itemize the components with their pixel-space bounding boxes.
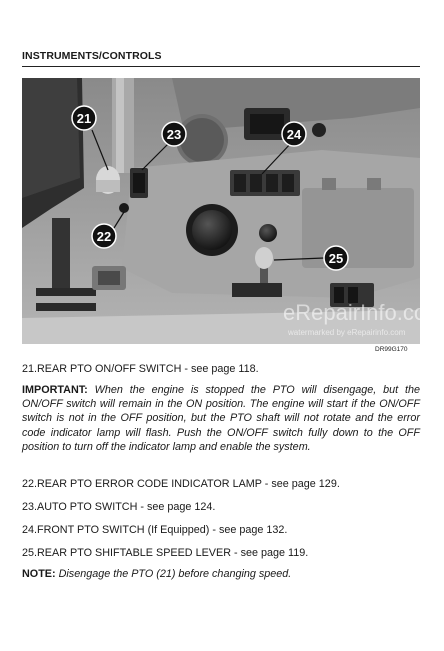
- callout-24: [282, 122, 306, 146]
- watermark-small: watermarked by eRepairinfo.com: [288, 328, 406, 337]
- important-label: IMPORTANT:: [22, 384, 88, 396]
- watermark: eRepairInfo.com: [283, 300, 444, 325]
- callout-22: [92, 224, 116, 248]
- svg-text:23: 23: [166, 127, 182, 142]
- important-note: [22, 383, 420, 454]
- svg-text:25: 25: [328, 251, 344, 266]
- item-25: 25.REAR PTO SHIFTABLE SPEED LEVER - see page 119.: [22, 547, 309, 559]
- header-rule: [22, 66, 420, 67]
- item-23: 23.AUTO PTO SWITCH - see page 124.: [22, 501, 216, 513]
- section-header: INSTRUMENTS/CONTROLS: [22, 50, 162, 62]
- figure-id: DR99G170: [375, 346, 408, 353]
- note: [22, 567, 420, 581]
- svg-text:21: 21: [76, 111, 92, 126]
- item-21: 21.REAR PTO ON/OFF SWITCH - see page 118.: [22, 363, 259, 375]
- callout-21: [72, 106, 96, 130]
- controls-photo: [22, 78, 444, 344]
- callout-25: [324, 246, 348, 270]
- svg-text:22: 22: [96, 229, 112, 244]
- note-label: NOTE:: [22, 568, 56, 580]
- item-22: 22.REAR PTO ERROR CODE INDICATOR LAMP - see page 129.: [22, 478, 340, 490]
- svg-text:24: 24: [286, 127, 302, 142]
- item-24: 24.FRONT PTO SWITCH (If Equipped) - see page 132.: [22, 524, 288, 536]
- note-text: Disengage the PTO (21) before changing speed.: [55, 568, 292, 580]
- callout-23: [162, 122, 186, 146]
- important-text: When the engine is stopped the PTO will disengage, but the ON/OFF switch will remain in the ON position. The engine will start if the ON/OFF switch is not in the OFF position, but the PTO shaft will not rotate and the error code indicator lamp will flash. Push the ON/OFF switch fully down to the OFF position to turn off the indicator lamp and enable the system.: [22, 384, 420, 453]
